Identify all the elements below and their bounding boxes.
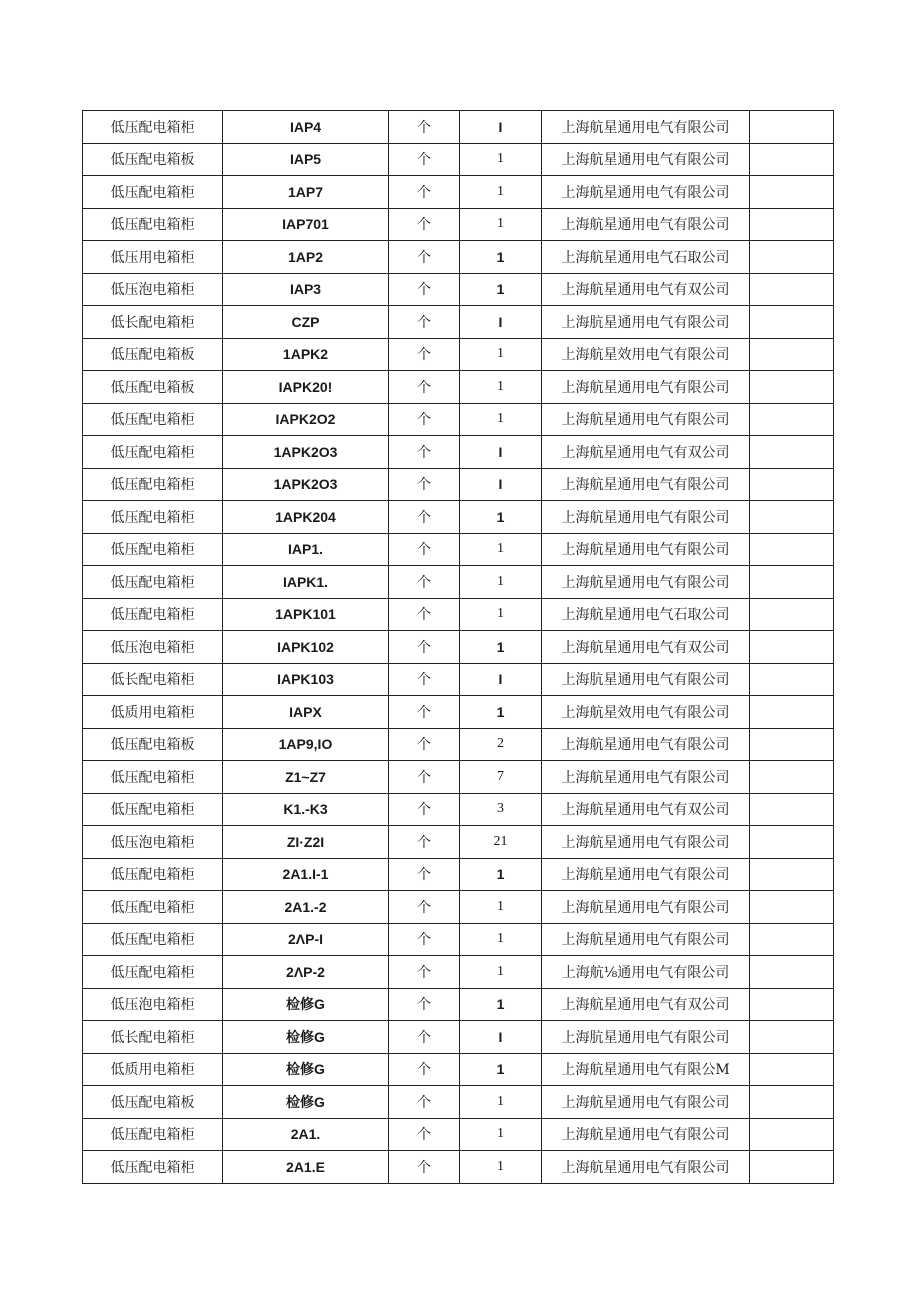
table-row — [83, 1151, 834, 1184]
manufacturer-cell: 上海航星通用电气有限公司 — [542, 761, 750, 794]
quantity-cell: 1 — [460, 338, 542, 371]
device-name-cell: 低压配电箱板 — [83, 143, 223, 176]
quantity-cell: 2 — [460, 728, 542, 761]
table-row — [83, 891, 834, 924]
remarks-cell — [750, 176, 834, 209]
manufacturer-cell: 上海航星通用电气有限公司 — [542, 501, 750, 534]
table-row — [83, 696, 834, 729]
model-number-cell: IAP5 — [223, 143, 389, 176]
quantity-cell: 21 — [460, 826, 542, 859]
table-row — [83, 176, 834, 209]
device-name-cell: 低长配电箱柜 — [83, 663, 223, 696]
remarks-cell — [750, 208, 834, 241]
quantity-cell: 1 — [460, 1053, 542, 1086]
manufacturer-cell: 上海航星通用电气有限公司 — [542, 143, 750, 176]
device-name-cell: 低长配电箱柜 — [83, 306, 223, 339]
quantity-cell: 1 — [460, 696, 542, 729]
unit-cell: 个 — [389, 208, 460, 241]
table-row — [83, 273, 834, 306]
quantity-cell: I — [460, 111, 542, 144]
quantity-cell: 1 — [460, 891, 542, 924]
quantity-cell: 1 — [460, 598, 542, 631]
remarks-cell — [750, 858, 834, 891]
model-number-cell: 1APK2O3 — [223, 468, 389, 501]
model-number-cell: 1APK2 — [223, 338, 389, 371]
device-name-cell: 低压配电箱柜 — [83, 176, 223, 209]
quantity-cell: I — [460, 436, 542, 469]
model-number-cell: IAPK102 — [223, 631, 389, 664]
device-name-cell: 低压配电箱柜 — [83, 956, 223, 989]
quantity-cell: 1 — [460, 143, 542, 176]
manufacturer-cell: 上海航星通用电气有限公司 — [542, 533, 750, 566]
model-number-cell: IAPK2O2 — [223, 403, 389, 436]
remarks-cell — [750, 988, 834, 1021]
model-number-cell: 2A1.E — [223, 1151, 389, 1184]
table-row — [83, 566, 834, 599]
model-number-cell: 1APK101 — [223, 598, 389, 631]
unit-cell: 个 — [389, 143, 460, 176]
model-number-cell: 检修G — [223, 1086, 389, 1119]
unit-cell: 个 — [389, 891, 460, 924]
device-name-cell: 低压泡电箱柜 — [83, 988, 223, 1021]
model-number-cell: IAP1. — [223, 533, 389, 566]
remarks-cell — [750, 111, 834, 144]
manufacturer-cell: 上海航星通用电气有限公司 — [542, 891, 750, 924]
table-row — [83, 1086, 834, 1119]
remarks-cell — [750, 761, 834, 794]
manufacturer-cell: 上海肮星通用电气有限公司 — [542, 306, 750, 339]
model-number-cell: IAPX — [223, 696, 389, 729]
remarks-cell — [750, 143, 834, 176]
table-row — [83, 598, 834, 631]
remarks-cell — [750, 468, 834, 501]
unit-cell: 个 — [389, 1118, 460, 1151]
model-number-cell: 检修G — [223, 988, 389, 1021]
table-row — [83, 858, 834, 891]
unit-cell: 个 — [389, 338, 460, 371]
quantity-cell: I — [460, 1021, 542, 1054]
table-row — [83, 956, 834, 989]
equipment-table — [82, 110, 834, 1184]
unit-cell: 个 — [389, 371, 460, 404]
table-row — [83, 631, 834, 664]
unit-cell: 个 — [389, 956, 460, 989]
table-row — [83, 371, 834, 404]
manufacturer-cell: 上海肮星通用电气有限公司 — [542, 663, 750, 696]
manufacturer-cell: 上海航⅛通用电气有限公司 — [542, 956, 750, 989]
unit-cell: 个 — [389, 696, 460, 729]
model-number-cell: 2A1. — [223, 1118, 389, 1151]
unit-cell: 个 — [389, 241, 460, 274]
manufacturer-cell: 上海航星通用电气有双公司 — [542, 988, 750, 1021]
device-name-cell: 低压配电箱柜 — [83, 1151, 223, 1184]
quantity-cell: 1 — [460, 631, 542, 664]
unit-cell: 个 — [389, 306, 460, 339]
quantity-cell: 1 — [460, 533, 542, 566]
quantity-cell: I — [460, 306, 542, 339]
table-row — [83, 143, 834, 176]
remarks-cell — [750, 663, 834, 696]
remarks-cell — [750, 956, 834, 989]
equipment-table-body — [83, 111, 834, 1184]
model-number-cell: Z1~Z7 — [223, 761, 389, 794]
table-row — [83, 111, 834, 144]
table-row — [83, 241, 834, 274]
unit-cell: 个 — [389, 273, 460, 306]
device-name-cell: 低压配电箱柜 — [83, 403, 223, 436]
model-number-cell: 1APK2O3 — [223, 436, 389, 469]
unit-cell: 个 — [389, 436, 460, 469]
device-name-cell: 低压泡电箱柜 — [83, 273, 223, 306]
model-number-cell: ZI·Z2I — [223, 826, 389, 859]
device-name-cell: 低压配电箱柜 — [83, 858, 223, 891]
unit-cell: 个 — [389, 176, 460, 209]
device-name-cell: 低压配电箱板 — [83, 1086, 223, 1119]
manufacturer-cell: 上海航星通用电气有限公司 — [542, 1151, 750, 1184]
table-row — [83, 338, 834, 371]
unit-cell: 个 — [389, 1053, 460, 1086]
quantity-cell: 1 — [460, 403, 542, 436]
unit-cell: 个 — [389, 403, 460, 436]
device-name-cell: 低压泡电箱柜 — [83, 631, 223, 664]
remarks-cell — [750, 1086, 834, 1119]
table-row — [83, 533, 834, 566]
remarks-cell — [750, 1151, 834, 1184]
model-number-cell: IAPK1. — [223, 566, 389, 599]
quantity-cell: 1 — [460, 1151, 542, 1184]
model-number-cell: 2ΛP-2 — [223, 956, 389, 989]
manufacturer-cell: 上海航星通用电气有双公司 — [542, 793, 750, 826]
table-row — [83, 208, 834, 241]
quantity-cell: I — [460, 663, 542, 696]
device-name-cell: 低压配电箱柜 — [83, 793, 223, 826]
device-name-cell: 低压配电箱柜 — [83, 566, 223, 599]
model-number-cell: 2A1.-2 — [223, 891, 389, 924]
device-name-cell: 低压用电箱柜 — [83, 241, 223, 274]
manufacturer-cell: 上海航星通用电气有限公司 — [542, 403, 750, 436]
remarks-cell — [750, 598, 834, 631]
remarks-cell — [750, 566, 834, 599]
device-name-cell: 低压配电箱板 — [83, 728, 223, 761]
table-row — [83, 403, 834, 436]
model-number-cell: IAP3 — [223, 273, 389, 306]
quantity-cell: 1 — [460, 988, 542, 1021]
quantity-cell: 1 — [460, 566, 542, 599]
device-name-cell: 低压配电箱板 — [83, 371, 223, 404]
table-row — [83, 988, 834, 1021]
device-name-cell: 低长配电箱柜 — [83, 1021, 223, 1054]
table-row — [83, 793, 834, 826]
quantity-cell: 1 — [460, 1118, 542, 1151]
manufacturer-cell: 上海航星通用电气有限公司 — [542, 371, 750, 404]
table-row — [83, 761, 834, 794]
manufacturer-cell: 上海航星通用电气石取公司 — [542, 598, 750, 631]
remarks-cell — [750, 501, 834, 534]
device-name-cell: 低压配电箱柜 — [83, 468, 223, 501]
manufacturer-cell: 上海航星通用电气有双公司 — [542, 631, 750, 664]
manufacturer-cell: 上海航星通用电气有限公司 — [542, 1086, 750, 1119]
quantity-cell: 1 — [460, 371, 542, 404]
manufacturer-cell: 上海航星通用电气有限公司 — [542, 208, 750, 241]
device-name-cell: 低压配电箱柜 — [83, 761, 223, 794]
unit-cell: 个 — [389, 988, 460, 1021]
unit-cell: 个 — [389, 826, 460, 859]
device-name-cell: 低压配电箱柜 — [83, 1118, 223, 1151]
device-name-cell: 低压泡电箱柜 — [83, 826, 223, 859]
quantity-cell: 1 — [460, 1086, 542, 1119]
remarks-cell — [750, 338, 834, 371]
unit-cell: 个 — [389, 761, 460, 794]
manufacturer-cell: 上海航星通用电气有双公司 — [542, 436, 750, 469]
quantity-cell: 1 — [460, 501, 542, 534]
table-row — [83, 501, 834, 534]
unit-cell: 个 — [389, 598, 460, 631]
manufacturer-cell: 上海航星通用电气有限公司 — [542, 566, 750, 599]
model-number-cell: 1AP2 — [223, 241, 389, 274]
manufacturer-cell: 上海航星通用电气有限公司 — [542, 1118, 750, 1151]
remarks-cell — [750, 826, 834, 859]
table-row — [83, 728, 834, 761]
unit-cell: 个 — [389, 923, 460, 956]
quantity-cell: 7 — [460, 761, 542, 794]
quantity-cell: 1 — [460, 923, 542, 956]
quantity-cell: I — [460, 468, 542, 501]
table-row — [83, 663, 834, 696]
unit-cell: 个 — [389, 533, 460, 566]
remarks-cell — [750, 891, 834, 924]
manufacturer-cell: 上海航星通用电气有限公司 — [542, 728, 750, 761]
unit-cell: 个 — [389, 1086, 460, 1119]
remarks-cell — [750, 923, 834, 956]
quantity-cell: 3 — [460, 793, 542, 826]
quantity-cell: 1 — [460, 176, 542, 209]
unit-cell: 个 — [389, 663, 460, 696]
model-number-cell: 1AP9,IO — [223, 728, 389, 761]
remarks-cell — [750, 696, 834, 729]
unit-cell: 个 — [389, 728, 460, 761]
model-number-cell: CZP — [223, 306, 389, 339]
table-row — [83, 306, 834, 339]
quantity-cell: 1 — [460, 956, 542, 989]
remarks-cell — [750, 793, 834, 826]
remarks-cell — [750, 1021, 834, 1054]
model-number-cell: 检修G — [223, 1053, 389, 1086]
device-name-cell: 低压配电箱柜 — [83, 598, 223, 631]
device-name-cell: 低压配电箱柜 — [83, 111, 223, 144]
unit-cell: 个 — [389, 1151, 460, 1184]
remarks-cell — [750, 631, 834, 664]
model-number-cell: IAP701 — [223, 208, 389, 241]
quantity-cell: 1 — [460, 241, 542, 274]
unit-cell: 个 — [389, 468, 460, 501]
manufacturer-cell: 上海航星通用电气有限公司 — [542, 826, 750, 859]
device-name-cell: 低压配电箱柜 — [83, 501, 223, 534]
table-row — [83, 1118, 834, 1151]
device-name-cell: 低压配电箱柜 — [83, 436, 223, 469]
manufacturer-cell: 上海航星通用电气有双公司 — [542, 273, 750, 306]
model-number-cell: IAPK20! — [223, 371, 389, 404]
device-name-cell: 低压配电箱柜 — [83, 208, 223, 241]
device-name-cell: 低质用电箱柜 — [83, 696, 223, 729]
manufacturer-cell: 上海航星通用电气有限公司 — [542, 468, 750, 501]
unit-cell: 个 — [389, 631, 460, 664]
manufacturer-cell: 上海航星通用电气有限公司 — [542, 176, 750, 209]
manufacturer-cell: 上海航星通用电气有限公M — [542, 1053, 750, 1086]
remarks-cell — [750, 371, 834, 404]
remarks-cell — [750, 1053, 834, 1086]
remarks-cell — [750, 403, 834, 436]
manufacturer-cell: 上海航星效用电气有限公司 — [542, 338, 750, 371]
model-number-cell: 2ΛP-I — [223, 923, 389, 956]
remarks-cell — [750, 436, 834, 469]
model-number-cell: 1APK204 — [223, 501, 389, 534]
device-name-cell: 低质用电箱柜 — [83, 1053, 223, 1086]
remarks-cell — [750, 533, 834, 566]
model-number-cell: 2A1.I-1 — [223, 858, 389, 891]
device-name-cell: 低压配电箱柜 — [83, 891, 223, 924]
remarks-cell — [750, 273, 834, 306]
remarks-cell — [750, 1118, 834, 1151]
table-row — [83, 923, 834, 956]
unit-cell: 个 — [389, 566, 460, 599]
model-number-cell: 1AP7 — [223, 176, 389, 209]
device-name-cell: 低压配电箱柜 — [83, 533, 223, 566]
unit-cell: 个 — [389, 793, 460, 826]
manufacturer-cell: 上海航星通用电气有限公司 — [542, 111, 750, 144]
table-row — [83, 1053, 834, 1086]
quantity-cell: 1 — [460, 273, 542, 306]
unit-cell: 个 — [389, 1021, 460, 1054]
model-number-cell: IAP4 — [223, 111, 389, 144]
quantity-cell: 1 — [460, 858, 542, 891]
manufacturer-cell: 上海肮星通用电气有限公司 — [542, 1021, 750, 1054]
table-row — [83, 1021, 834, 1054]
device-name-cell: 低压配电箱柜 — [83, 923, 223, 956]
remarks-cell — [750, 241, 834, 274]
table-row — [83, 436, 834, 469]
model-number-cell: IAPK103 — [223, 663, 389, 696]
unit-cell: 个 — [389, 501, 460, 534]
unit-cell: 个 — [389, 858, 460, 891]
remarks-cell — [750, 728, 834, 761]
manufacturer-cell: 上海航星效用电气有限公司 — [542, 696, 750, 729]
table-row — [83, 468, 834, 501]
manufacturer-cell: 上海航星通用电气有限公司 — [542, 858, 750, 891]
manufacturer-cell: 上海航星通用电气石取公司 — [542, 241, 750, 274]
table-row — [83, 826, 834, 859]
unit-cell: 个 — [389, 111, 460, 144]
model-number-cell: 检修G — [223, 1021, 389, 1054]
manufacturer-cell: 上海航星通用电气有限公司 — [542, 923, 750, 956]
model-number-cell: K1.-K3 — [223, 793, 389, 826]
quantity-cell: 1 — [460, 208, 542, 241]
device-name-cell: 低压配电箱板 — [83, 338, 223, 371]
remarks-cell — [750, 306, 834, 339]
